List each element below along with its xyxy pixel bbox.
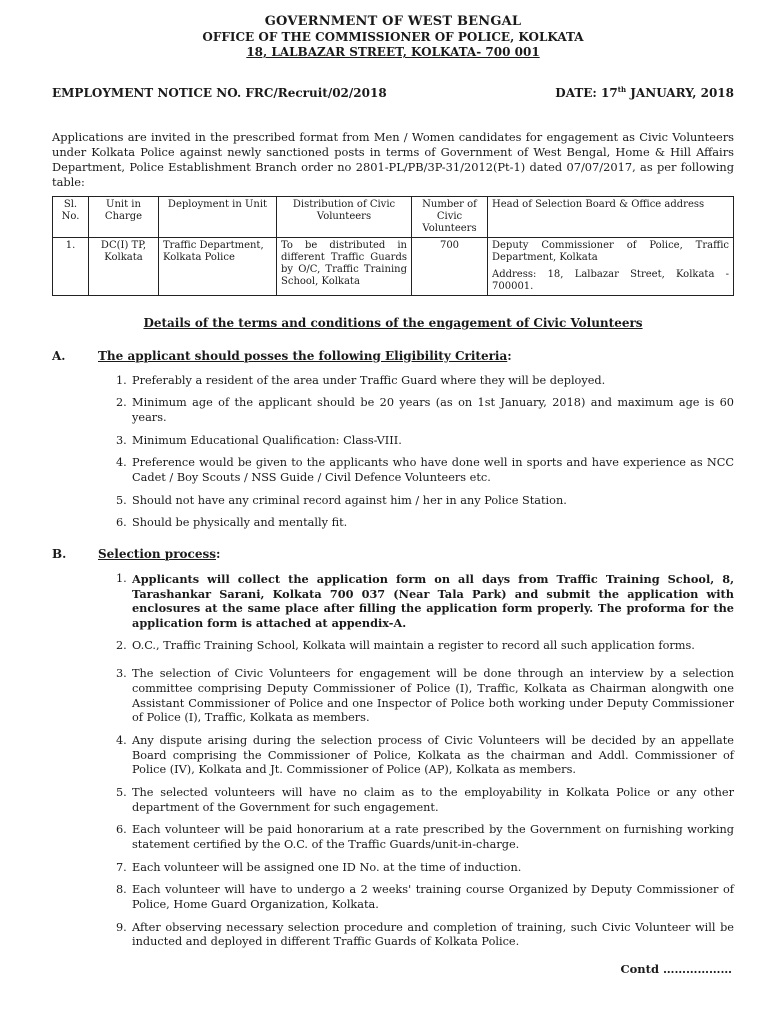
notice-date-suffix: th xyxy=(617,85,627,95)
list-item-number: 1. xyxy=(116,571,127,585)
section-b-title: Selection process xyxy=(98,546,216,561)
list-item xyxy=(116,396,734,425)
col-unit-in-charge: Unit in Charge xyxy=(89,196,159,237)
list-item xyxy=(116,883,734,912)
col-deployment: Deployment in Unit xyxy=(159,196,277,237)
list-item-number: 7. xyxy=(116,860,127,874)
list-item-text: Minimum age of the applicant should be 20 years (as on 1st January, 2018) and maximum age is 60 years. xyxy=(132,396,734,424)
cell-head-name: Deputy Commissioner of Police, Traffic Department, Kolkata xyxy=(492,239,729,263)
list-item-text: Should be physically and mentally fit. xyxy=(132,516,348,530)
intro-paragraph: Applications are invited in the prescribed format from Men / Women candidates for engagement as Civic Volunteers under Kolkata Police against newly sanctioned posts in terms of Government of West Bengal, Home & Hill Affairs Department, Police Establishment Branch order no 2801-PL/PB/3P-31/2012(Pt-1) dated 07/07/2017, as per following table: xyxy=(52,130,734,189)
letterhead xyxy=(52,14,734,60)
list-item xyxy=(116,667,734,726)
cell-head xyxy=(488,237,734,295)
notice-date-day: DATE: 17 xyxy=(555,86,618,101)
list-item-text: Each volunteer will be assigned one ID No. at the time of induction. xyxy=(132,860,522,874)
cell-sl: 1. xyxy=(53,237,89,295)
list-item-number: 8. xyxy=(116,883,127,897)
eligibility-list xyxy=(116,374,734,531)
list-item xyxy=(116,734,734,778)
letterhead-address: 18, LALBAZAR STREET, KOLKATA- 700 001 xyxy=(246,45,540,60)
list-item xyxy=(116,639,734,654)
list-item xyxy=(116,494,734,509)
list-item-number: 5. xyxy=(116,786,127,799)
section-a-title: The applicant should posses the following Eligibility Criteria xyxy=(98,348,508,363)
list-item-text: Minimum Educational Qualification: Class-VIII. xyxy=(132,433,402,447)
list-item-number: 2. xyxy=(116,638,127,652)
list-item-text: Should not have any criminal record against him / her in any Police Station. xyxy=(132,493,567,507)
section-b-letter: B. xyxy=(52,546,67,561)
list-item-text: Any dispute arising during the selection process of Civic Volunteers will be decided by an appellate Board comprising the Commissioner of Police, Kolkata as the chairman and Addl. Commissioner of Police (IV), Kolkata and Jt. Commissioner of Police (AP), Kolkata as members. xyxy=(132,733,734,777)
list-item-text: Preference would be given to the applicants who have done well in sports and have experience as NCC Cadet / Boy Scouts / NSS Guide / Civil Defence Volunteers etc. xyxy=(132,456,734,484)
list-item xyxy=(116,823,734,852)
list-item-number: 3. xyxy=(116,667,127,681)
list-item xyxy=(116,434,734,449)
list-item-text: The selection of Civic Volunteers for engagement will be done through an interview by a selection committee comprising Deputy Commissioner of Police (I), Traffic, Kolkata as Chairman alongwith one Assistant Commissioner of Police and one Inspector of Police both working under Deputy Commissioner of Police (I), Traffic, Kolkata as members. xyxy=(132,667,734,725)
list-item xyxy=(116,572,734,631)
letterhead-office: OFFICE OF THE COMMISSIONER OF POLICE, KOLKATA xyxy=(202,30,584,45)
list-item-number: 3. xyxy=(116,433,127,447)
cell-unit: DC(I) TP, Kolkata xyxy=(89,237,159,295)
list-item-number: 6. xyxy=(116,823,127,837)
table-row xyxy=(53,237,734,295)
section-b-colon: : xyxy=(215,546,221,561)
section-a-title-wrap xyxy=(98,349,512,364)
section-a-colon: : xyxy=(507,348,512,363)
list-item-text: Preferably a resident of the area under Traffic Guard where they will be deployed. xyxy=(132,373,606,387)
notice-line xyxy=(52,86,734,101)
list-item-number: 1. xyxy=(116,373,127,387)
list-item-number: 6. xyxy=(116,516,127,530)
list-item-number: 4. xyxy=(116,733,127,747)
section-b-title-wrap xyxy=(98,547,220,562)
list-item-number: 5. xyxy=(116,493,127,507)
list-item-text: O.C., Traffic Training School, Kolkata will maintain a register to record all such application forms. xyxy=(132,638,695,652)
cell-head-address: Address: 18, Lalbazar Street, Kolkata - 700001. xyxy=(492,268,729,292)
list-item-number: 4. xyxy=(116,456,127,470)
notice-number: EMPLOYMENT NOTICE NO. FRC/Recruit/02/2018 xyxy=(52,86,387,101)
section-a-heading xyxy=(52,349,734,364)
list-item xyxy=(116,786,734,815)
list-item-text: Each volunteer will have to undergo a 2 weeks' training course Organized by Deputy Commissioner of Police, Home Guard Organization, Kolkata. xyxy=(132,883,734,912)
continued-note: Contd ……………… xyxy=(620,962,732,976)
list-item-number: 2. xyxy=(116,396,127,410)
section-b-heading xyxy=(52,547,734,562)
list-item xyxy=(116,861,734,876)
list-item-text: Each volunteer will be paid honorarium at a rate prescribed by the Government on furnishing working statement certified by the O.C. of the Traffic Guards/unit-in-charge. xyxy=(132,823,734,852)
selection-process-list xyxy=(116,572,734,950)
cell-deployment: Traffic Department, Kolkata Police xyxy=(159,237,277,295)
recruitment-table xyxy=(52,196,734,296)
col-head-selection-board: Head of Selection Board & Office address xyxy=(488,196,734,237)
list-item-text: Applicants will collect the application form on all days from Traffic Training School, 8, Tarashankar Sarani, Kolkata 700 037 (Near Tala Park) and submit the application with enclosures at the same place after filling the application form properly. The proforma for the application form is attached at appendix-A. xyxy=(132,571,734,630)
list-item-number: 9. xyxy=(116,920,127,934)
list-item xyxy=(116,374,734,389)
list-item xyxy=(116,516,734,531)
list-item xyxy=(116,456,734,485)
terms-subtitle: Details of the terms and conditions of the engagement of Civic Volunteers xyxy=(143,315,643,330)
col-number: Number of Civic Volunteers xyxy=(412,196,488,237)
list-item xyxy=(116,921,734,950)
letterhead-government: GOVERNMENT OF WEST BENGAL xyxy=(264,14,522,29)
list-item-text: After observing necessary selection procedure and completion of training, such Civic Volunteer will be inducted and deployed in different Traffic Guards of Kolkata Police. xyxy=(132,920,734,949)
col-distribution: Distribution of Civic Volunteers xyxy=(277,196,412,237)
document-page xyxy=(52,14,734,950)
cell-number: 700 xyxy=(412,237,488,295)
notice-date xyxy=(555,86,734,101)
cell-distribution: To be distributed in different Traffic Guards by O/C, Traffic Training School, Kolkata xyxy=(277,237,412,295)
notice-date-month-year: JANUARY, 2018 xyxy=(626,86,734,101)
section-a-letter: A. xyxy=(52,348,66,363)
table-header-row xyxy=(53,196,734,237)
list-item-text: The selected volunteers will have no claim as to the employability in Kolkata Police or any other department of the Government for such engagement. xyxy=(132,786,734,814)
col-sl-no: Sl. No. xyxy=(53,196,89,237)
